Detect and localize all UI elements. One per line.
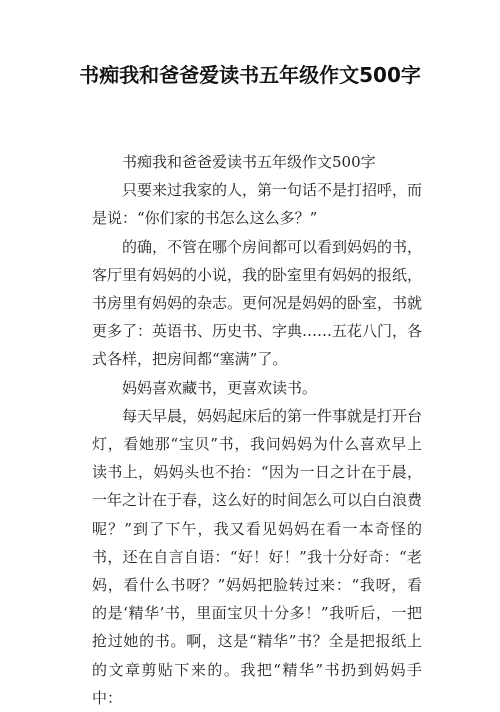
paragraph: 只要来过我家的人，第一句话不是打招呼，而是说：“你们家的书怎么这么多？” — [92, 181, 423, 228]
paragraph: 妈妈喜欢藏书，更喜欢读书。 — [122, 378, 318, 397]
paragraph: 的确，不管在哪个房间都可以看到妈妈的书，客厅里有妈妈的小说，我的卧室里有妈妈的报纸，书房里有妈妈的杂志。更何况是妈妈的卧室，书就更多了：英语书、历史书、字典……五花八门，各式各样，把房间都“塞满”了。 — [92, 237, 423, 369]
paragraph: 书痴我和爸爸爱读书五年级作文500字 — [122, 153, 376, 171]
document-body — [92, 148, 422, 712]
document-title: 书痴我和爸爸爱读书五年级作文500字 — [79, 63, 421, 87]
paragraph: 每天早晨，妈妈起床后的第一件事就是打开台灯，看她那“宝贝”书，我问妈妈为什么喜欢早上读书上，妈妈头也不抬：“因为一日之计在于晨，一年之计在于春，这么好的时间怎么可以白白浪费呢？”到了下午，我又看见妈妈在看一本奇怪的书，还在自言自语：“好！好！”我十分好奇：“老妈，看什么书呀？”妈妈把脸转过来：“我呀，看的是‘精华’书，里面宝贝十分多！”我听后，一把抢过她的书。啊，这是“精华”书？全是把报纸上的文章剪贴下来的。我把“精华”书扔到妈妈手中： — [92, 406, 423, 707]
